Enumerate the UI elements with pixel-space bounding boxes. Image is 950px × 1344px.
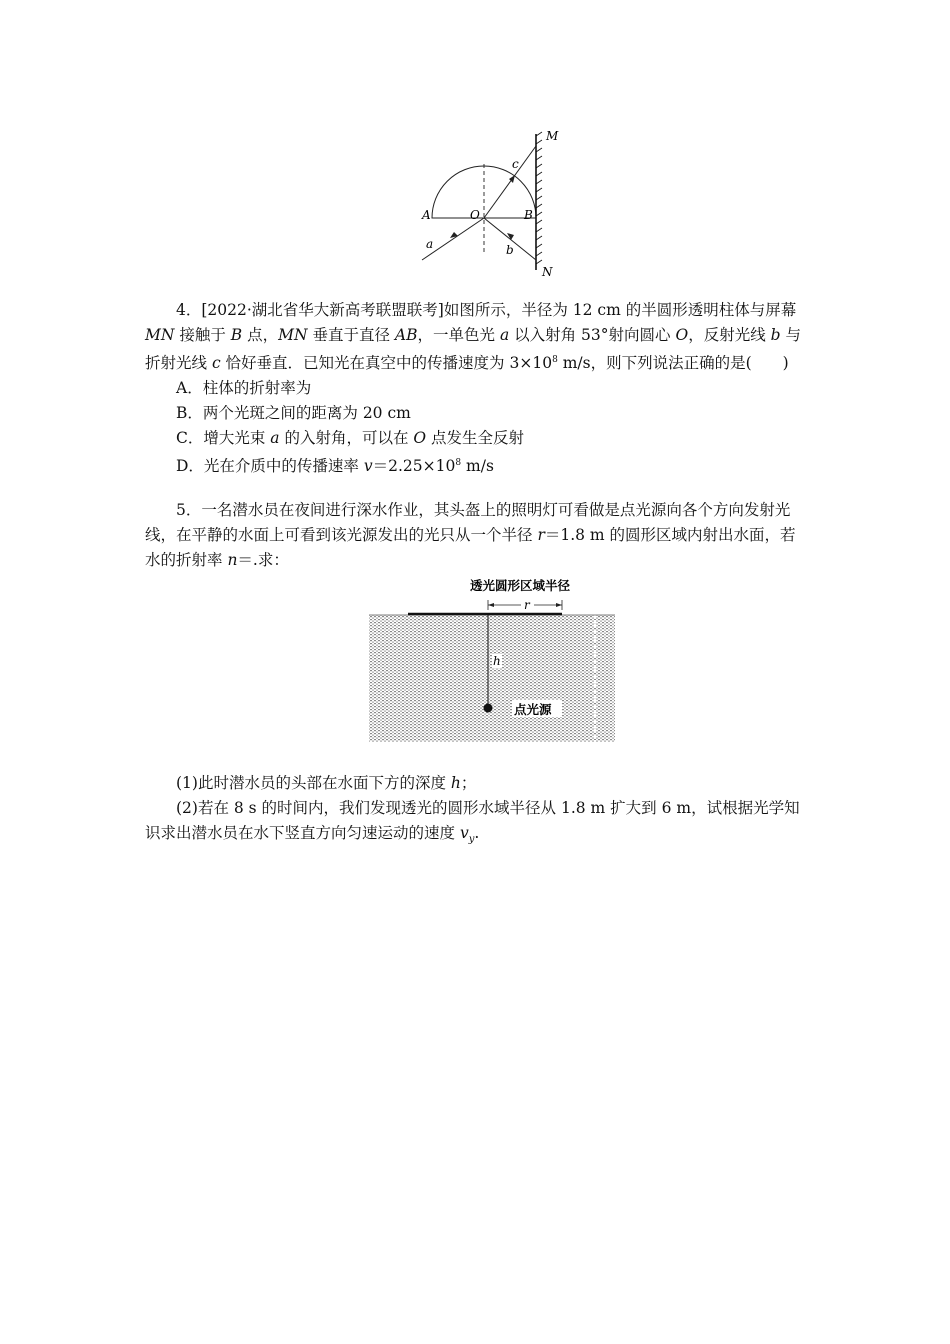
ray-b-arrow	[507, 233, 514, 240]
label-b: b	[506, 243, 514, 257]
option-d: D．光在介质中的传播速率 $v=2.25\times 10^8$ m/s	[176, 457, 494, 476]
label-N: N	[542, 265, 553, 279]
ray-a-arrow	[450, 232, 458, 238]
option-b: B．两个光斑之间的距离为 20 cm	[176, 404, 411, 423]
question-5-stem: 5．一名潜水员在夜间进行深水作业，其头盔上的照明灯可看做是点光源向各个方向发射光线，在平静的水面上可看到该光源发出的光只从一个半径 r＝1.8 m 的圆形区域内射出水面，若水的折射率 n＝.求：	[145, 501, 796, 569]
figure-caption: 透光圆形区域半径	[470, 578, 571, 593]
label-O: O	[470, 208, 480, 222]
subquestion-2: (2)若在 8 s 的时间内，我们发现透光的圆形水域半径从 1.8 m 扩大到 6 m，试根据光学知识求出潜水员在水下竖直方向匀速运动的速度 $v_y$.	[145, 799, 800, 846]
h-label: h	[493, 654, 501, 668]
point-source	[484, 704, 493, 713]
label-M: M	[546, 129, 559, 143]
label-a: a	[426, 237, 434, 251]
question-5-subquestions	[145, 771, 807, 852]
label-c: c	[512, 157, 519, 171]
r-label: r	[524, 598, 530, 612]
water-body	[369, 615, 615, 742]
r-arrow-left	[488, 603, 494, 607]
option-a: A．柱体的折射率为	[176, 379, 312, 398]
question-5	[145, 498, 807, 573]
label-A: A	[422, 208, 431, 222]
label-B: B	[524, 208, 533, 222]
subquestion-1: (1)此时潜水员的头部在水面下方的深度 h；	[176, 774, 477, 792]
screen-hatching	[536, 132, 542, 264]
water-light-figure	[366, 574, 618, 746]
source-label: 点光源	[514, 702, 552, 717]
semicircle-refraction-figure	[412, 124, 562, 280]
question-4-stem: 4．[2022·湖北省华大新高考联盟联考]如图所示，半径为 12 cm 的半圆形透明柱体与屏幕 MN 接触于 B 点，MN 垂直于直径 AB，一单色光 a 以入射角 53°射向圆心 O，反射光线 b 与折射光线 c 恰好垂直．已知光在真空中的传播速度为 $3\times 10^8$ m/s，则下列说法正确的是( )	[145, 301, 801, 373]
option-c: C．增大光束 a 的入射角，可以在 O 点发生全反射	[176, 429, 525, 448]
question-4	[145, 298, 807, 479]
r-arrow-right	[556, 603, 562, 607]
